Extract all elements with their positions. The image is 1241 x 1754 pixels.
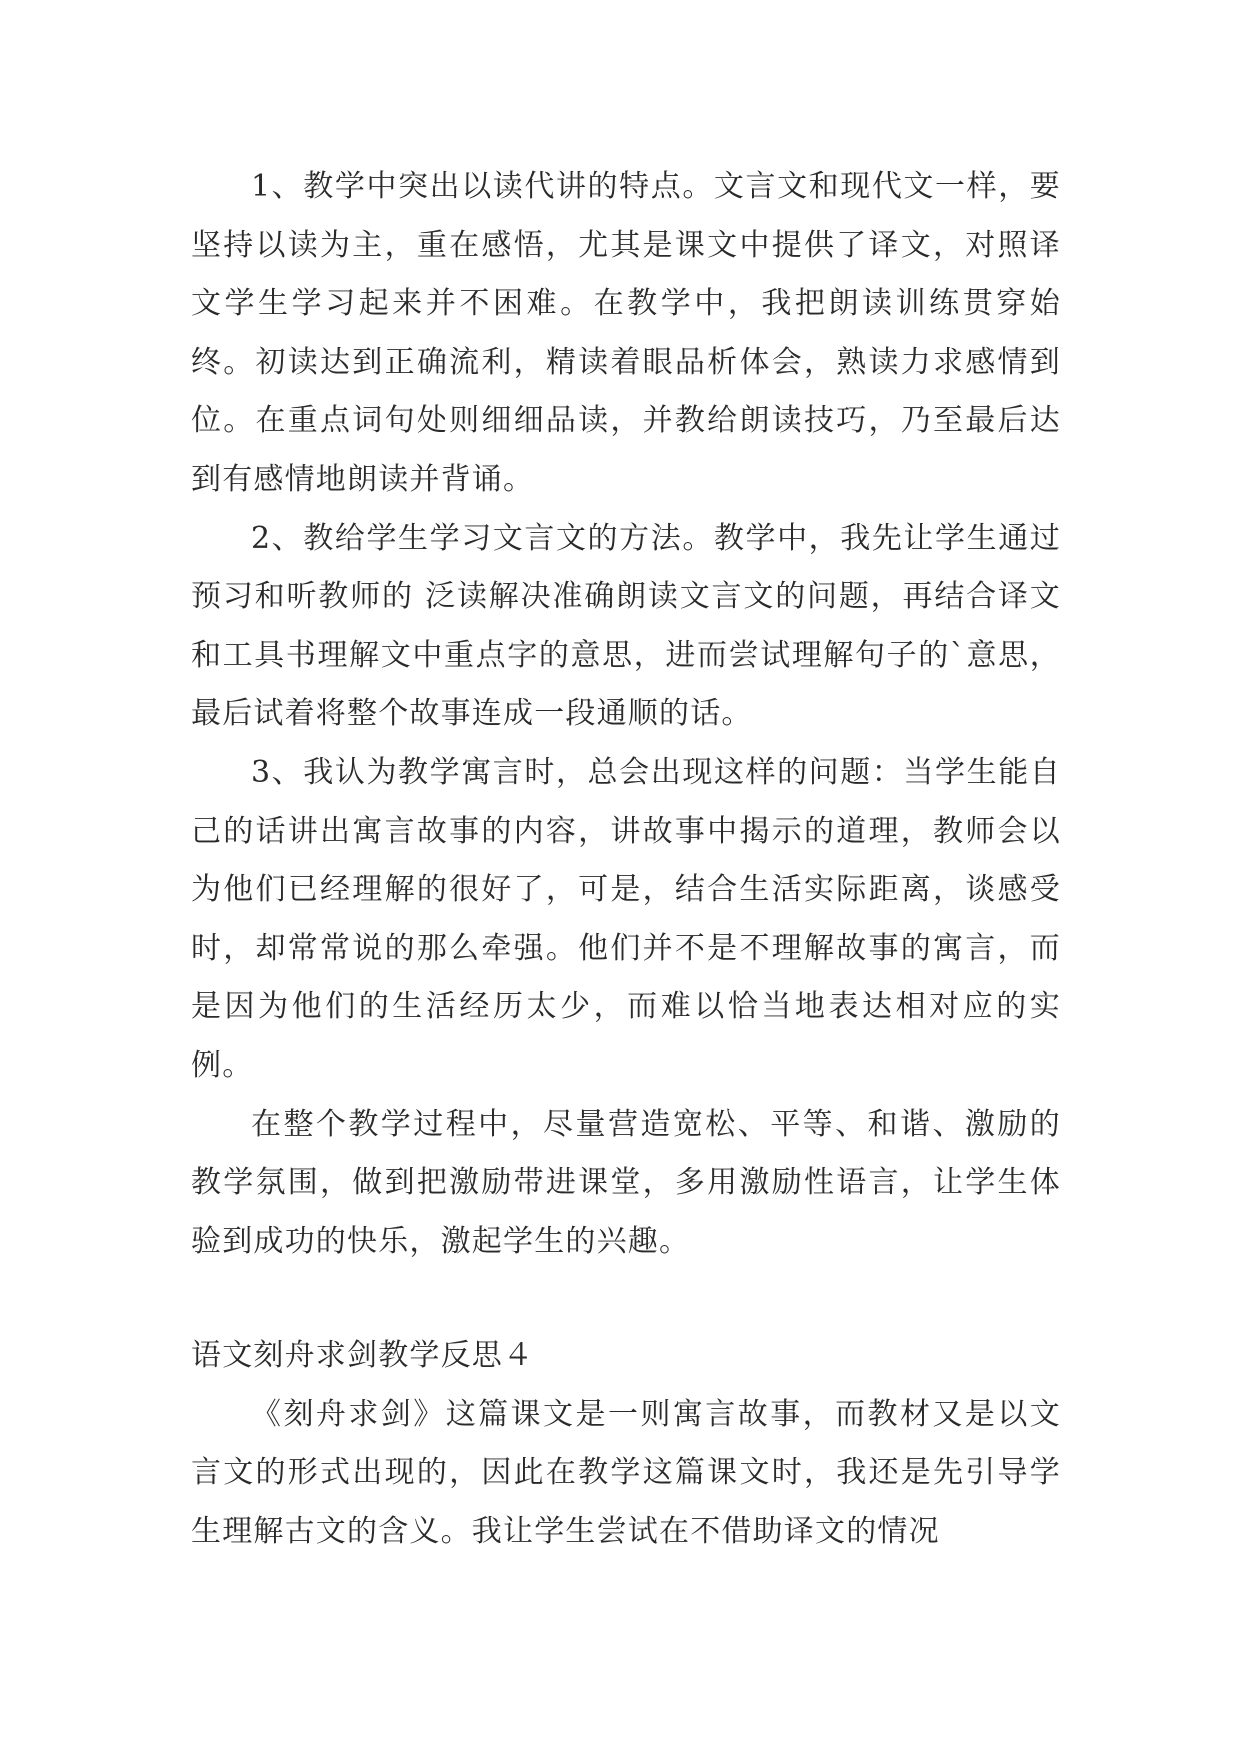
paragraph-fable-teaching: 3、我认为教学寓言时，总会出现这样的问题：当学生能自己的话讲出寓言故事的内容，讲故事中揭示的道理，教师会以为他们已经理解的很好了，可是，结合生活实际距离，谈感受时，却常常说的那么牵强。他们并不是不理解故事的寓言，而是因为他们的生活经历太少，而难以恰当地表达相对应的实例。 [191, 754, 1061, 1083]
paragraph-reading-method: 1、教学中突出以读代讲的特点。文言文和现代文一样，要坚持以读为主，重在感悟，尤其是课文中提供了译文，对照译文学生学习起来并不困难。在教学中，我把朗读训练贯穿始终。初读达到正确流利，精读着眼品析体会，熟读力求感情到位。在重点词句处则细细品读，并教给朗读技巧，乃至最后达到有感情地朗读并背诵。 [191, 169, 1061, 497]
paragraph-atmosphere: 在整个教学过程中，尽量营造宽松、平等、和谐、激励的教学氛围，做到把激励带进课堂，多用激励性语言，让学生体验到成功的快乐，激起学生的兴趣。 [191, 1106, 1061, 1259]
paragraph-section-intro: 《刻舟求剑》这篇课文是一则寓言故事，而教材又是以文言文的形式出现的，因此在教学这篇课文时，我还是先引导学生理解古文的含义。我让学生尝试在不借助译文的情况 [191, 1396, 1061, 1550]
paragraph-study-method: 2、教给学生学习文言文的方法。教学中，我先让学生通过预习和听教师的 泛读解决准确朗读文言文的问题，再结合译文和工具书理解文中重点字的意思，进而尝试理解句子的`意思，最后试着将整个故事连成一段通顺的话。 [191, 520, 1061, 732]
section-heading: 语文刻舟求剑教学反思４ [191, 1338, 535, 1374]
document-body [191, 158, 1061, 1562]
